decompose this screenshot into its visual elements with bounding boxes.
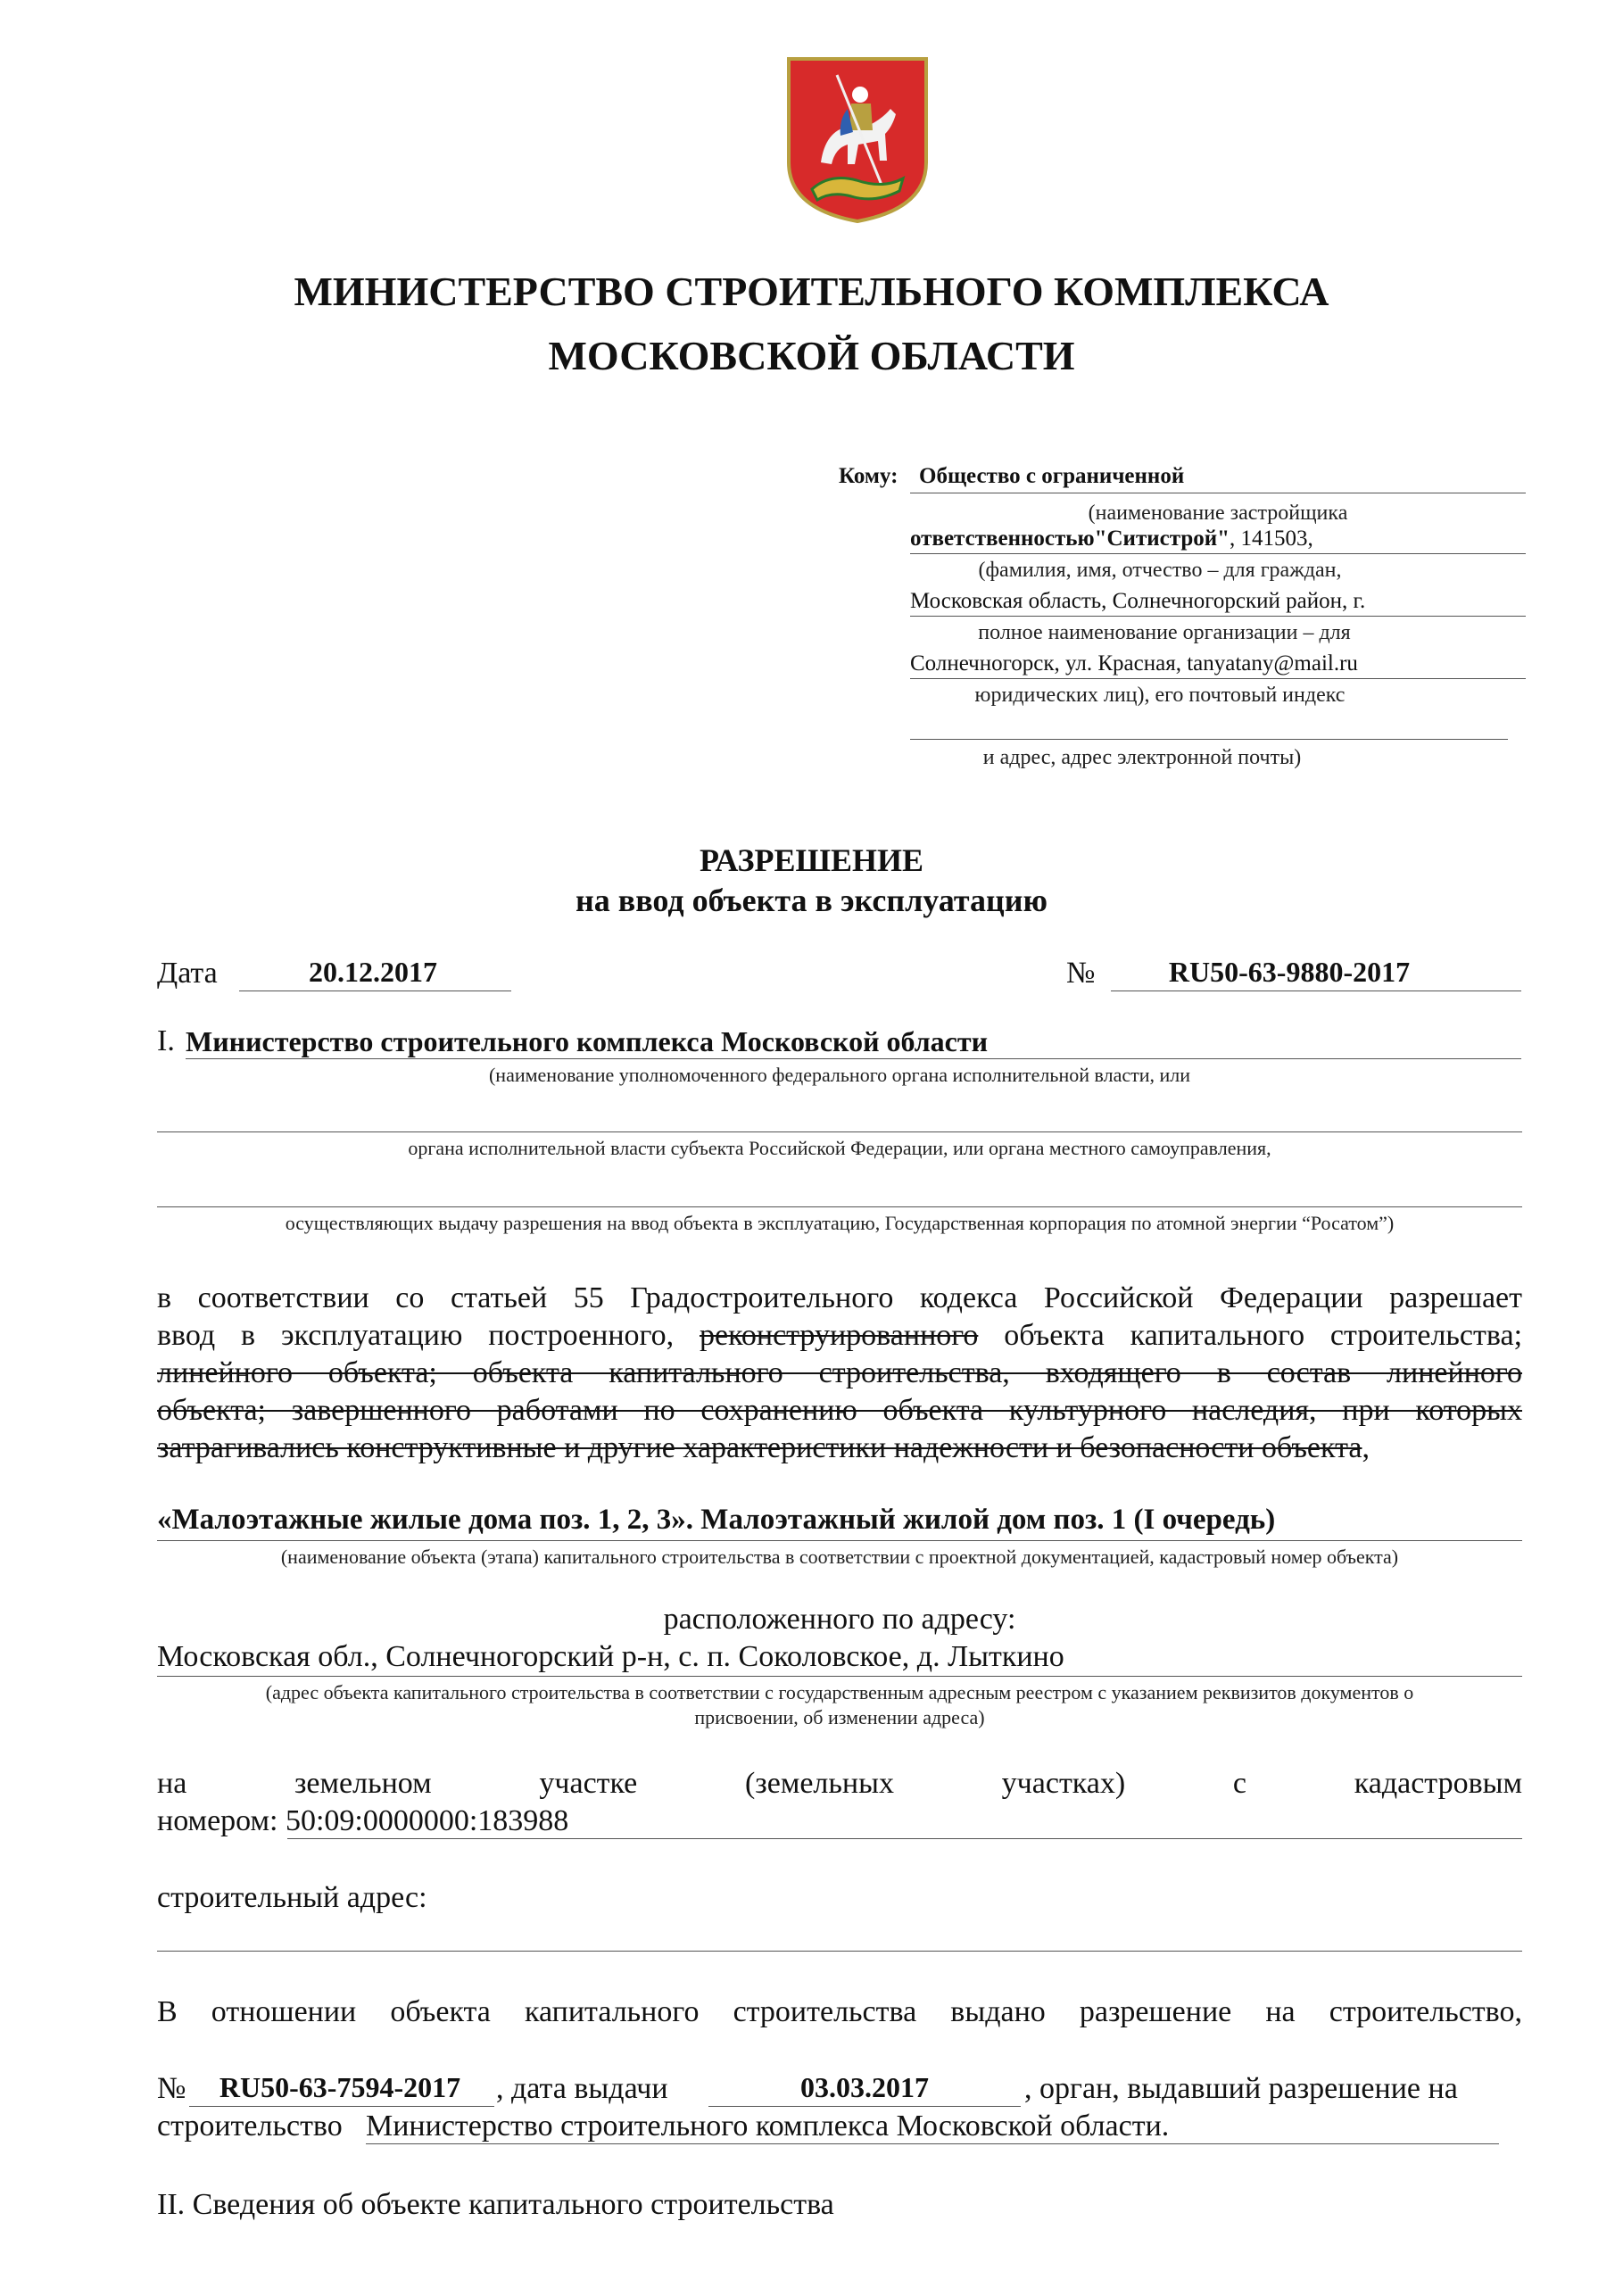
permit-number-value: RU50-63-9880-2017 (1168, 956, 1411, 988)
ministry-header-line1: МИНИСТЕРСТВО СТРОИТЕЛЬНОГО КОМПЛЕКСА (294, 269, 1329, 314)
recipient-caption3: полное наименование организации – для (978, 621, 1351, 644)
build-permit-line1: В отношении объекта капитального строительства выдано разрешение на строительство, (157, 1995, 1522, 2028)
recipient-line3-rule (910, 616, 1526, 617)
recipient-org-name: ответственностью"Ситистрой" (910, 526, 1230, 551)
recipient-line2-rule (910, 553, 1526, 554)
build-permit-issuer-rule (366, 2143, 1499, 2144)
land-word-3: участке (539, 1767, 638, 1800)
address-caption1: (адрес объекта капитального строительства в соответствии с государственным адресным реестром с указанием реквизитов документов о (265, 1681, 1414, 1703)
object-name-rule (157, 1540, 1522, 1541)
build-permit-no-label: № (157, 2072, 186, 2105)
recipient-label: Кому: (839, 464, 898, 488)
construction-address-rule (157, 1951, 1522, 1952)
number-label: № (1066, 957, 1096, 990)
build-permit-date-label: , дата выдачи (496, 2072, 668, 2105)
build-permit-issuer: Министерство строительного комплекса Московской области. (366, 2110, 1170, 2143)
section1-authority: Министерство строительного комплекса Московской области (186, 1025, 989, 1057)
permission-reconstructed-struck: реконструированного (699, 1319, 979, 1352)
object-caption: (наименование объекта (этапа) капитального строительства в соответствии с проектной документацией, кадастровый номер объекта) (280, 1546, 1399, 1568)
recipient-line5-rule (910, 739, 1508, 740)
permission-line5-tail: , (1362, 1431, 1370, 1464)
section2-title: II. Сведения об объекте капитального строительства (157, 2188, 834, 2221)
section1-caption3: осуществляющих выдачу разрешения на ввод объекта в эксплуатацию, Государственная корпорация по атомной энергии “Росатом”) (285, 1212, 1395, 1234)
ministry-header-line2: МОСКОВСКОЙ ОБЛАСТИ (548, 333, 1075, 378)
recipient-caption4: юридических лиц), его почтовый индекс (974, 684, 1346, 707)
permission-line5 (157, 1430, 1522, 1467)
document-subtitle: на ввод объекта в эксплуатацию (576, 883, 1047, 918)
address-label: расположенного по адресу: (663, 1603, 1016, 1636)
recipient-caption1: (наименование застройщика (1088, 501, 1348, 525)
address-caption2: присвоении, об изменении адреса) (694, 1706, 985, 1728)
permission-line4-struck: объекта; завершенного работами по сохранению объекта культурного наследия, при которых (157, 1394, 1522, 1427)
cadastral-number-line (157, 1803, 568, 1840)
recipient-caption2: (фамилия, имя, отчество – для граждан, (978, 559, 1342, 582)
object-name: «Малоэтажные жилые дома поз. 1, 2, 3». Малоэтажный жилой дом поз. 1 (I очередь) (157, 1504, 1276, 1536)
recipient-postal: , 141503, (1230, 526, 1313, 551)
permission-line2-a: ввод в эксплуатацию построенного, (157, 1319, 675, 1352)
recipient-line1: Общество с ограниченной (919, 464, 1185, 488)
recipient-line3: Московская область, Солнечногорский район, г. (910, 589, 1366, 613)
section1-rule3 (157, 1206, 1522, 1207)
permission-line2 (157, 1317, 1522, 1355)
permission-line5-struck: затрагивались конструктивные и другие характеристики надежности и безопасности объекта (157, 1431, 1362, 1464)
section1-rule2 (157, 1131, 1522, 1132)
construction-address-label: строительный адрес: (157, 1881, 427, 1914)
land-word-1: на (157, 1767, 187, 1800)
address-rule (157, 1676, 1522, 1677)
recipient-line4-rule (910, 678, 1526, 679)
permission-line3-struck: линейного объекта; объекта капитального строительства, входящего в состав линейного (157, 1356, 1522, 1389)
document-title: РАЗРЕШЕНИЕ (699, 842, 924, 878)
land-words-line (157, 1765, 1522, 1803)
recipient-line4: Солнечногорск, ул. Красная, tanyatany@mail.ru (910, 651, 1358, 676)
recipient-line2 (910, 526, 1313, 551)
permission-line2-b: объекта капитального строительства; (1004, 1319, 1523, 1352)
build-permit-date: 03.03.2017 (800, 2071, 929, 2103)
permission-line3 (157, 1355, 1522, 1392)
address-value: Московская обл., Солнечногорский р-н, с. п. Соколовское, д. Лыткино (157, 1640, 1064, 1673)
build-permit-number-rule (189, 2106, 494, 2107)
cadastral-number-value: 50:09:0000000:183988 (285, 1804, 569, 1837)
date-value: 20.12.2017 (309, 956, 437, 988)
permission-line1: в соответствии со статьей 55 Градостроительного кодекса Российской Федерации разрешает (157, 1281, 1522, 1314)
section1-prefix: I. (157, 1024, 175, 1057)
land-word-2: земельном (294, 1767, 432, 1800)
recipient-caption5: и адрес, адрес электронной почты) (982, 746, 1302, 769)
build-permit-number: RU50-63-7594-2017 (219, 2071, 461, 2103)
section1-caption2: органа исполнительной власти субъекта Российской Федерации, или органа местного самоуправления, (408, 1137, 1271, 1159)
permission-line4 (157, 1392, 1522, 1430)
cadastral-rule (287, 1838, 1522, 1839)
land-word-6: с (1232, 1767, 1247, 1800)
land-word-4: (земельных (744, 1767, 894, 1800)
section1-caption1: (наименование уполномоченного федерального органа исполнительной власти, или (488, 1064, 1191, 1086)
date-label: Дата (157, 957, 218, 990)
coat-of-arms-emblem (785, 55, 930, 225)
build-permit-issuer-label: , орган, выдавший разрешение на (1024, 2072, 1458, 2105)
land-word-5: участках) (1001, 1767, 1126, 1800)
cadastral-label: номером: (157, 1804, 278, 1837)
section1-authority-rule (186, 1058, 1521, 1059)
build-permit-line3-label: строительство (157, 2110, 343, 2143)
land-word-7: кадастровым (1354, 1767, 1522, 1800)
build-permit-date-rule (708, 2106, 1021, 2107)
